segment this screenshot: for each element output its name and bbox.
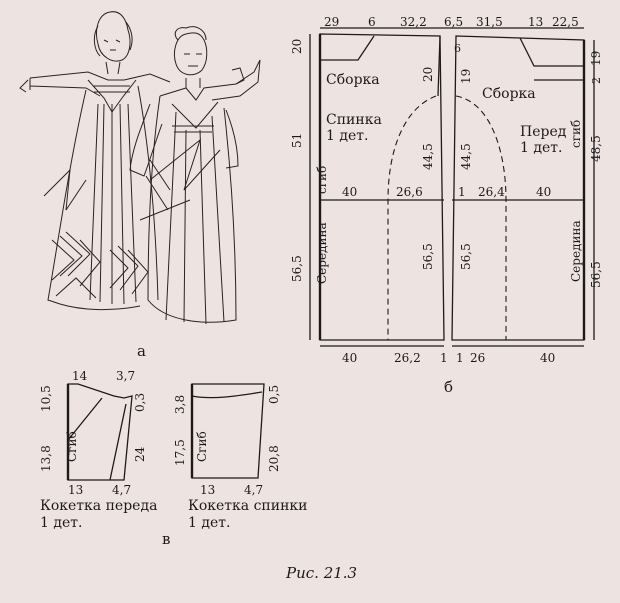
front-waist-dim-1: 1	[458, 185, 466, 199]
back-yoke-bottom-dim-2: 4,7	[244, 483, 264, 497]
back-top-dim-3: 32,2	[400, 15, 427, 29]
back-top-dim-1: 29	[324, 15, 340, 29]
panel-label-b: б	[444, 378, 454, 396]
back-yoke-side-dim-4: 20,8	[267, 445, 281, 472]
back-left-dim-3: 56,5	[290, 255, 304, 282]
front-top-dim-5: 22,5	[552, 15, 579, 29]
front-count: 1 дет.	[520, 140, 563, 156]
back-left-dim-1: 20	[290, 38, 304, 54]
back-yoke-title: Кокетка спинки	[188, 498, 308, 514]
front-center-label: Середина	[569, 220, 583, 282]
front-yoke-fold-label: Сгиб	[65, 431, 79, 462]
back-yoke-bottom-dim-1: 13	[200, 483, 216, 497]
figure-caption: Рис. 21.3	[286, 564, 358, 582]
front-top-dim-3: 31,5	[476, 15, 503, 29]
front-fold-label: сгиб	[569, 119, 583, 148]
back-left-dim-2: 51	[290, 132, 304, 148]
back-yoke-pattern	[192, 384, 264, 478]
back-top-dim-2: 6	[368, 15, 376, 29]
right-figure	[130, 27, 260, 324]
front-hem-dim-2: 26	[470, 351, 486, 365]
back-yoke-fold-label: Сгиб	[195, 431, 209, 462]
back-mid-dim-3: 56,5	[421, 243, 435, 270]
front-mid-dim-3: 56,5	[459, 243, 473, 270]
back-center-label: Середина	[315, 222, 329, 284]
dress-illustration	[20, 12, 260, 324]
back-mid-dim-2: 44,5	[421, 143, 435, 170]
front-right-dim-4: 56,5	[589, 261, 603, 288]
back-yoke-side-dim-1: 3,8	[173, 394, 187, 414]
front-yoke-side-dim-1: 10,5	[39, 385, 53, 412]
front-hem-dim-1: 1	[456, 351, 464, 365]
front-mid-dim-1: 19	[459, 68, 473, 84]
front-yoke-count: 1 дет.	[40, 515, 83, 531]
front-waist-dim-2: 26,4	[478, 185, 505, 199]
back-gather-label: Сборка	[326, 72, 380, 88]
front-gather-label: Сборка	[482, 86, 536, 102]
back-hem-dim-1: 40	[342, 351, 358, 365]
front-yoke-title: Кокетка переда	[40, 498, 158, 514]
back-title: Спинка	[326, 112, 382, 128]
front-right-dim-2: 2	[590, 77, 603, 84]
front-yoke-side-dim-3: 0,3	[133, 392, 147, 412]
front-yoke-side-dim-4: 24	[133, 446, 147, 462]
front-yoke-top-dim-2: 3,7	[116, 369, 136, 383]
back-count: 1 дет.	[326, 128, 369, 144]
back-waist-dim-1: 40	[342, 185, 358, 199]
front-top-dim-4: 13	[528, 15, 544, 29]
front-right-dim-1: 19	[589, 50, 603, 66]
back-yoke-side-dim-3: 0,5	[267, 384, 281, 404]
front-yoke-top-dim-1: 14	[72, 369, 88, 383]
front-yoke-bottom-dim-2: 4,7	[112, 483, 132, 497]
front-hem-dim-3: 40	[540, 351, 556, 365]
back-mid-dim-1: 20	[421, 66, 435, 82]
back-hem-dim-3: 1	[440, 351, 448, 365]
left-figure	[20, 12, 170, 310]
front-top-dim-1: 6,5	[444, 15, 464, 29]
front-top-dim-2: 6	[454, 42, 461, 55]
front-right-dim-3: 48,5	[589, 135, 603, 162]
front-mid-dim-2: 44,5	[459, 143, 473, 170]
front-yoke-bottom-dim-1: 13	[68, 483, 84, 497]
front-waist-dim-3: 40	[536, 185, 552, 199]
front-yoke-side-dim-2: 13,8	[39, 445, 53, 472]
back-waist-dim-2: 26,6	[396, 185, 423, 199]
front-title: Перед	[520, 124, 567, 140]
back-hem-dim-2: 26,2	[394, 351, 421, 365]
back-fold-label: сгиб	[315, 165, 329, 194]
back-yoke-count: 1 дет.	[188, 515, 231, 531]
panel-label-a: а	[137, 342, 146, 360]
back-yoke-side-dim-2: 17,5	[173, 439, 187, 466]
panel-label-v: в	[162, 530, 171, 548]
